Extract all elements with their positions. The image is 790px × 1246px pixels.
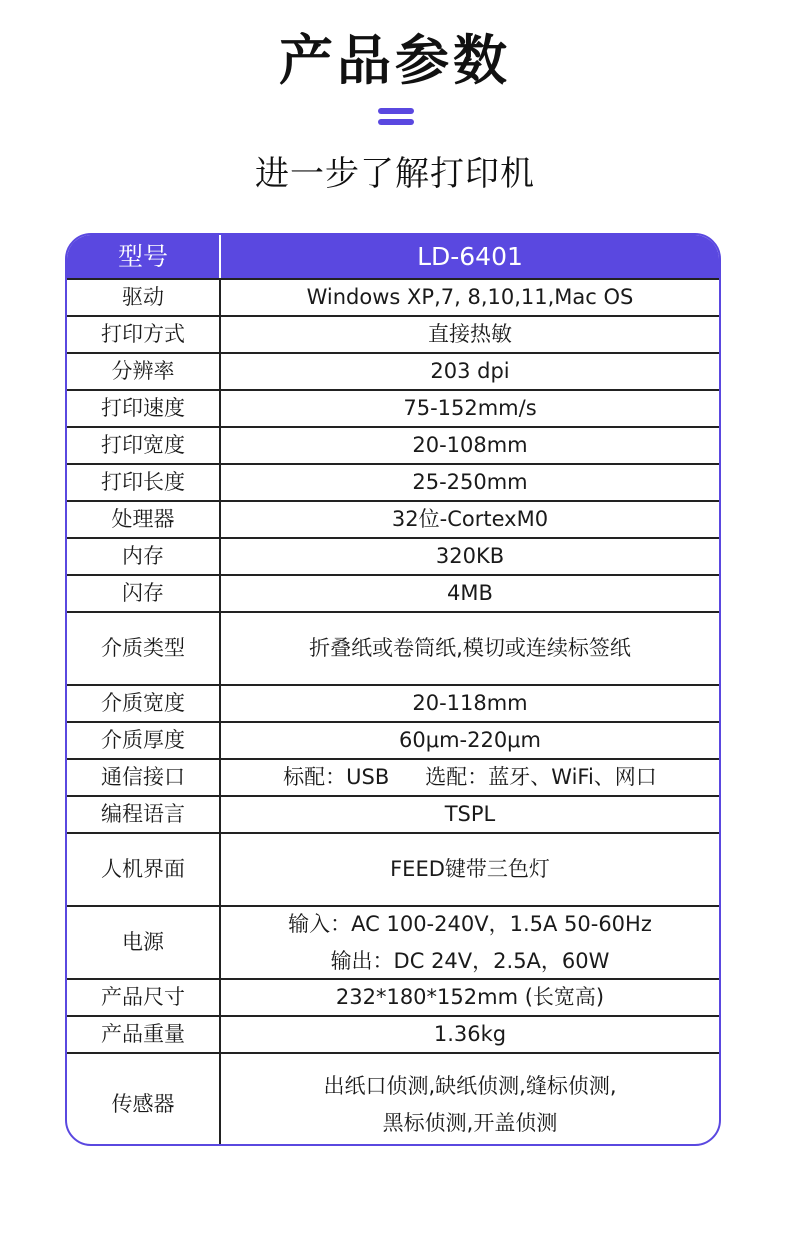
row-label: 人机界面 bbox=[67, 834, 221, 905]
row-label: 电源 bbox=[67, 907, 221, 978]
table-row bbox=[67, 834, 719, 907]
table-row bbox=[67, 1017, 719, 1054]
table-row bbox=[67, 317, 719, 354]
row-value: TSPL bbox=[444, 802, 496, 826]
row-label: 通信接口 bbox=[67, 760, 221, 795]
row-label: 介质厚度 bbox=[67, 723, 221, 758]
row-label: 处理器 bbox=[67, 502, 221, 537]
row-value: 32位-CortexM0 bbox=[391, 507, 549, 531]
header-value: LD-6401 bbox=[417, 242, 523, 271]
row-value: 直接热敏 bbox=[428, 322, 512, 346]
sensor-line-2: 黑标侦测,开盖侦测 bbox=[382, 1110, 558, 1135]
row-label: 产品重量 bbox=[67, 1017, 221, 1052]
interface-optional: 选配：蓝牙、WiFi、网口 bbox=[425, 765, 657, 789]
row-label: 闪存 bbox=[67, 576, 221, 611]
row-value: 20-108mm bbox=[412, 433, 528, 457]
row-value: 232*180*152mm (长宽高) bbox=[335, 985, 605, 1009]
row-label: 打印方式 bbox=[67, 317, 221, 352]
row-value bbox=[221, 907, 719, 978]
table-row bbox=[67, 391, 719, 428]
table-row bbox=[67, 465, 719, 502]
power-input: 输入：AC 100-240V，1.5A 50-60Hz bbox=[288, 911, 652, 936]
power-output: 输出：DC 24V，2.5A，60W bbox=[330, 948, 610, 973]
table-row bbox=[67, 539, 719, 576]
row-label: 传感器 bbox=[67, 1054, 221, 1146]
table-row bbox=[67, 723, 719, 760]
row-label: 打印速度 bbox=[67, 391, 221, 426]
row-label: 介质宽度 bbox=[67, 686, 221, 721]
row-value: 1.36kg bbox=[433, 1022, 507, 1046]
row-label: 打印长度 bbox=[67, 465, 221, 500]
title-decoration bbox=[378, 108, 414, 130]
row-value: 20-118mm bbox=[412, 691, 528, 715]
spec-table bbox=[65, 233, 721, 1146]
table-header-row bbox=[67, 235, 719, 280]
table-row bbox=[67, 576, 719, 613]
row-value bbox=[221, 760, 719, 795]
row-label: 产品尺寸 bbox=[67, 980, 221, 1015]
row-value: 折叠纸或卷筒纸,模切或连续标签纸 bbox=[309, 636, 631, 660]
table-row bbox=[67, 354, 719, 391]
table-row bbox=[67, 1054, 719, 1146]
page-subtitle: 进一步了解打印机 bbox=[255, 154, 535, 194]
row-label: 介质类型 bbox=[67, 613, 221, 684]
row-value: 60μm-220μm bbox=[398, 728, 542, 752]
row-value: 4MB bbox=[447, 581, 493, 605]
row-label: 内存 bbox=[67, 539, 221, 574]
table-row bbox=[67, 280, 719, 317]
table-row bbox=[67, 797, 719, 834]
table-row bbox=[67, 613, 719, 686]
row-label: 编程语言 bbox=[67, 797, 221, 832]
page-title: 产品参数 bbox=[279, 29, 511, 92]
table-row bbox=[67, 428, 719, 465]
header-label: 型号 bbox=[67, 235, 221, 278]
row-value bbox=[221, 1054, 719, 1146]
row-label: 驱动 bbox=[67, 280, 221, 315]
row-value: 75-152mm/s bbox=[403, 396, 537, 420]
table-row bbox=[67, 760, 719, 797]
row-value: Windows XP,7, 8,10,11,Mac OS bbox=[306, 285, 634, 309]
row-value: 203 dpi bbox=[430, 359, 510, 383]
table-row bbox=[67, 686, 719, 723]
row-label: 分辨率 bbox=[67, 354, 221, 389]
table-row bbox=[67, 980, 719, 1017]
sensor-line-1: 出纸口侦测,缺纸侦测,缝标侦测, bbox=[323, 1073, 617, 1098]
row-value: 25-250mm bbox=[412, 470, 528, 494]
interface-standard: 标配：USB bbox=[283, 765, 390, 789]
row-value: 320KB bbox=[435, 544, 505, 568]
row-label: 打印宽度 bbox=[67, 428, 221, 463]
row-value: FEED键带三色灯 bbox=[390, 857, 550, 881]
table-row bbox=[67, 502, 719, 539]
table-row bbox=[67, 907, 719, 980]
